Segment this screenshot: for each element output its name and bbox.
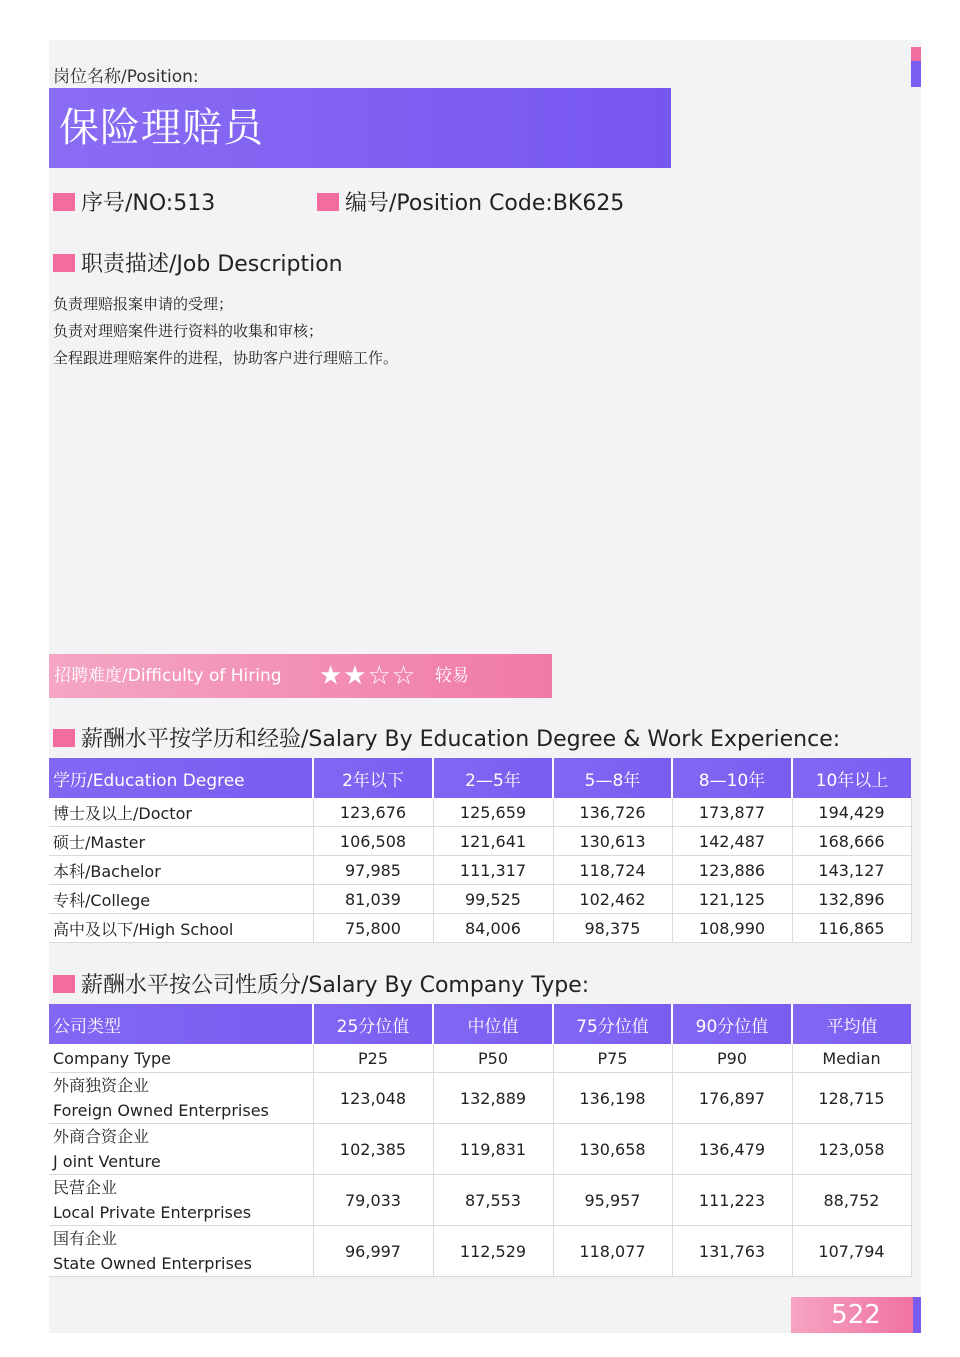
column-header: 中位值 bbox=[433, 1004, 553, 1044]
table-cell: 128,715 bbox=[792, 1073, 911, 1124]
star-rating-icon: ★★☆☆ bbox=[319, 661, 417, 691]
table-cell: 88,752 bbox=[792, 1175, 911, 1226]
hiring-difficulty-level: 较易 bbox=[435, 666, 469, 686]
column-header: 公司类型 bbox=[49, 1004, 313, 1044]
table-row bbox=[49, 798, 911, 827]
table-cell: 142,487 bbox=[672, 827, 792, 856]
subheader-cell: Median bbox=[792, 1044, 911, 1073]
salary-education-table bbox=[49, 758, 912, 943]
table-row bbox=[49, 827, 911, 856]
table-cell: 136,198 bbox=[553, 1073, 672, 1124]
job-description-text bbox=[53, 291, 398, 372]
row-label: 博士及以上/Doctor bbox=[49, 798, 313, 827]
position-code: 编号/Position Code:BK625 bbox=[317, 186, 624, 217]
table-cell: 130,613 bbox=[553, 827, 672, 856]
column-header: 学历/Education Degree bbox=[49, 758, 313, 798]
table-row bbox=[49, 914, 911, 943]
row-label: 民营企业 Local Private Enterprises bbox=[49, 1175, 313, 1226]
column-header: 2年以下 bbox=[313, 758, 433, 798]
table-cell: 119,831 bbox=[433, 1124, 553, 1175]
description-line: 负责理赔报案申请的受理； bbox=[53, 295, 234, 313]
salary-edu-heading: 薪酬水平按学历和经验/Salary By Education Degree & Work Experience: bbox=[53, 722, 840, 753]
job-description-heading: 职责描述/Job Description bbox=[53, 247, 343, 278]
table-cell: 173,877 bbox=[672, 798, 792, 827]
column-header: 8—10年 bbox=[672, 758, 792, 798]
table-row bbox=[49, 1226, 911, 1277]
column-header: 75分位值 bbox=[553, 1004, 672, 1044]
column-header: 90分位值 bbox=[672, 1004, 792, 1044]
table-cell: 97,985 bbox=[313, 856, 433, 885]
table-row bbox=[49, 1124, 911, 1175]
table-cell: 75,800 bbox=[313, 914, 433, 943]
table-cell: 87,553 bbox=[433, 1175, 553, 1226]
table-cell: 118,077 bbox=[553, 1226, 672, 1277]
table-cell: 95,957 bbox=[553, 1175, 672, 1226]
table-subheader-row bbox=[49, 1044, 911, 1073]
description-line: 全程跟进理赔案件的进程，协助客户进行理赔工作。 bbox=[53, 349, 399, 367]
row-label: 外商独资企业 Foreign Owned Enterprises bbox=[49, 1073, 313, 1124]
table-cell: 81,039 bbox=[313, 885, 433, 914]
table-cell: 125,659 bbox=[433, 798, 553, 827]
hiring-difficulty-label: 招聘难度/Difficulty of Hiring bbox=[54, 666, 282, 686]
table-cell: 96,997 bbox=[313, 1226, 433, 1277]
table-cell: 123,886 bbox=[672, 856, 792, 885]
salary-company-heading: 薪酬水平按公司性质分/Salary By Company Type: bbox=[53, 968, 589, 999]
hiring-difficulty-bar bbox=[49, 654, 552, 698]
table-cell: 99,525 bbox=[433, 885, 553, 914]
table-cell: 106,508 bbox=[313, 827, 433, 856]
table-cell: 98,375 bbox=[553, 914, 672, 943]
bullet-square-icon bbox=[53, 193, 75, 211]
subheader-cell: P25 bbox=[313, 1044, 433, 1073]
bullet-square-icon bbox=[53, 729, 75, 747]
position-title: 保险理赔员 bbox=[49, 88, 671, 168]
table-cell: 107,794 bbox=[792, 1226, 911, 1277]
subheader-cell: Company Type bbox=[49, 1044, 313, 1073]
table-cell: 123,058 bbox=[792, 1124, 911, 1175]
serial-number: 序号/NO:513 bbox=[53, 186, 215, 217]
table-cell: 130,658 bbox=[553, 1124, 672, 1175]
table-cell: 111,317 bbox=[433, 856, 553, 885]
table-cell: 123,676 bbox=[313, 798, 433, 827]
row-label: 硕士/Master bbox=[49, 827, 313, 856]
table-cell: 102,462 bbox=[553, 885, 672, 914]
table-row bbox=[49, 885, 911, 914]
page-number-accent bbox=[913, 1297, 921, 1333]
page-number: 522 bbox=[791, 1297, 921, 1333]
table-cell: 118,724 bbox=[553, 856, 672, 885]
table-row bbox=[49, 856, 911, 885]
subheader-cell: P75 bbox=[553, 1044, 672, 1073]
salary-company-table bbox=[49, 1004, 912, 1277]
table-cell: 132,896 bbox=[792, 885, 911, 914]
table-cell: 79,033 bbox=[313, 1175, 433, 1226]
column-header: 5—8年 bbox=[553, 758, 672, 798]
table-cell: 116,865 bbox=[792, 914, 911, 943]
column-header: 25分位值 bbox=[313, 1004, 433, 1044]
table-cell: 111,223 bbox=[672, 1175, 792, 1226]
table-header-row bbox=[49, 758, 911, 798]
subheader-cell: P50 bbox=[433, 1044, 553, 1073]
table-cell: 136,479 bbox=[672, 1124, 792, 1175]
row-label: 高中及以下/High School bbox=[49, 914, 313, 943]
row-label: 本科/Bachelor bbox=[49, 856, 313, 885]
table-cell: 84,006 bbox=[433, 914, 553, 943]
table-cell: 176,897 bbox=[672, 1073, 792, 1124]
table-cell: 121,641 bbox=[433, 827, 553, 856]
row-label: 国有企业 State Owned Enterprises bbox=[49, 1226, 313, 1277]
subheader-cell: P90 bbox=[672, 1044, 792, 1073]
bullet-square-icon bbox=[317, 193, 339, 211]
table-cell: 132,889 bbox=[433, 1073, 553, 1124]
table-row bbox=[49, 1175, 911, 1226]
bullet-square-icon bbox=[53, 975, 75, 993]
table-cell: 102,385 bbox=[313, 1124, 433, 1175]
table-cell: 121,125 bbox=[672, 885, 792, 914]
table-cell: 131,763 bbox=[672, 1226, 792, 1277]
column-header: 2—5年 bbox=[433, 758, 553, 798]
position-label: 岗位名称/Position: bbox=[53, 67, 199, 87]
table-cell: 112,529 bbox=[433, 1226, 553, 1277]
side-accent-bar bbox=[911, 47, 921, 87]
table-row bbox=[49, 1073, 911, 1124]
table-cell: 136,726 bbox=[553, 798, 672, 827]
description-line: 负责对理赔案件进行资料的收集和审核； bbox=[53, 322, 324, 340]
row-label: 外商合资企业 J oint Venture bbox=[49, 1124, 313, 1175]
row-label: 专科/College bbox=[49, 885, 313, 914]
column-header: 10年以上 bbox=[792, 758, 911, 798]
table-cell: 194,429 bbox=[792, 798, 911, 827]
table-cell: 168,666 bbox=[792, 827, 911, 856]
column-header: 平均值 bbox=[792, 1004, 911, 1044]
table-header-row bbox=[49, 1004, 911, 1044]
bullet-square-icon bbox=[53, 254, 75, 272]
table-cell: 143,127 bbox=[792, 856, 911, 885]
table-cell: 108,990 bbox=[672, 914, 792, 943]
table-cell: 123,048 bbox=[313, 1073, 433, 1124]
